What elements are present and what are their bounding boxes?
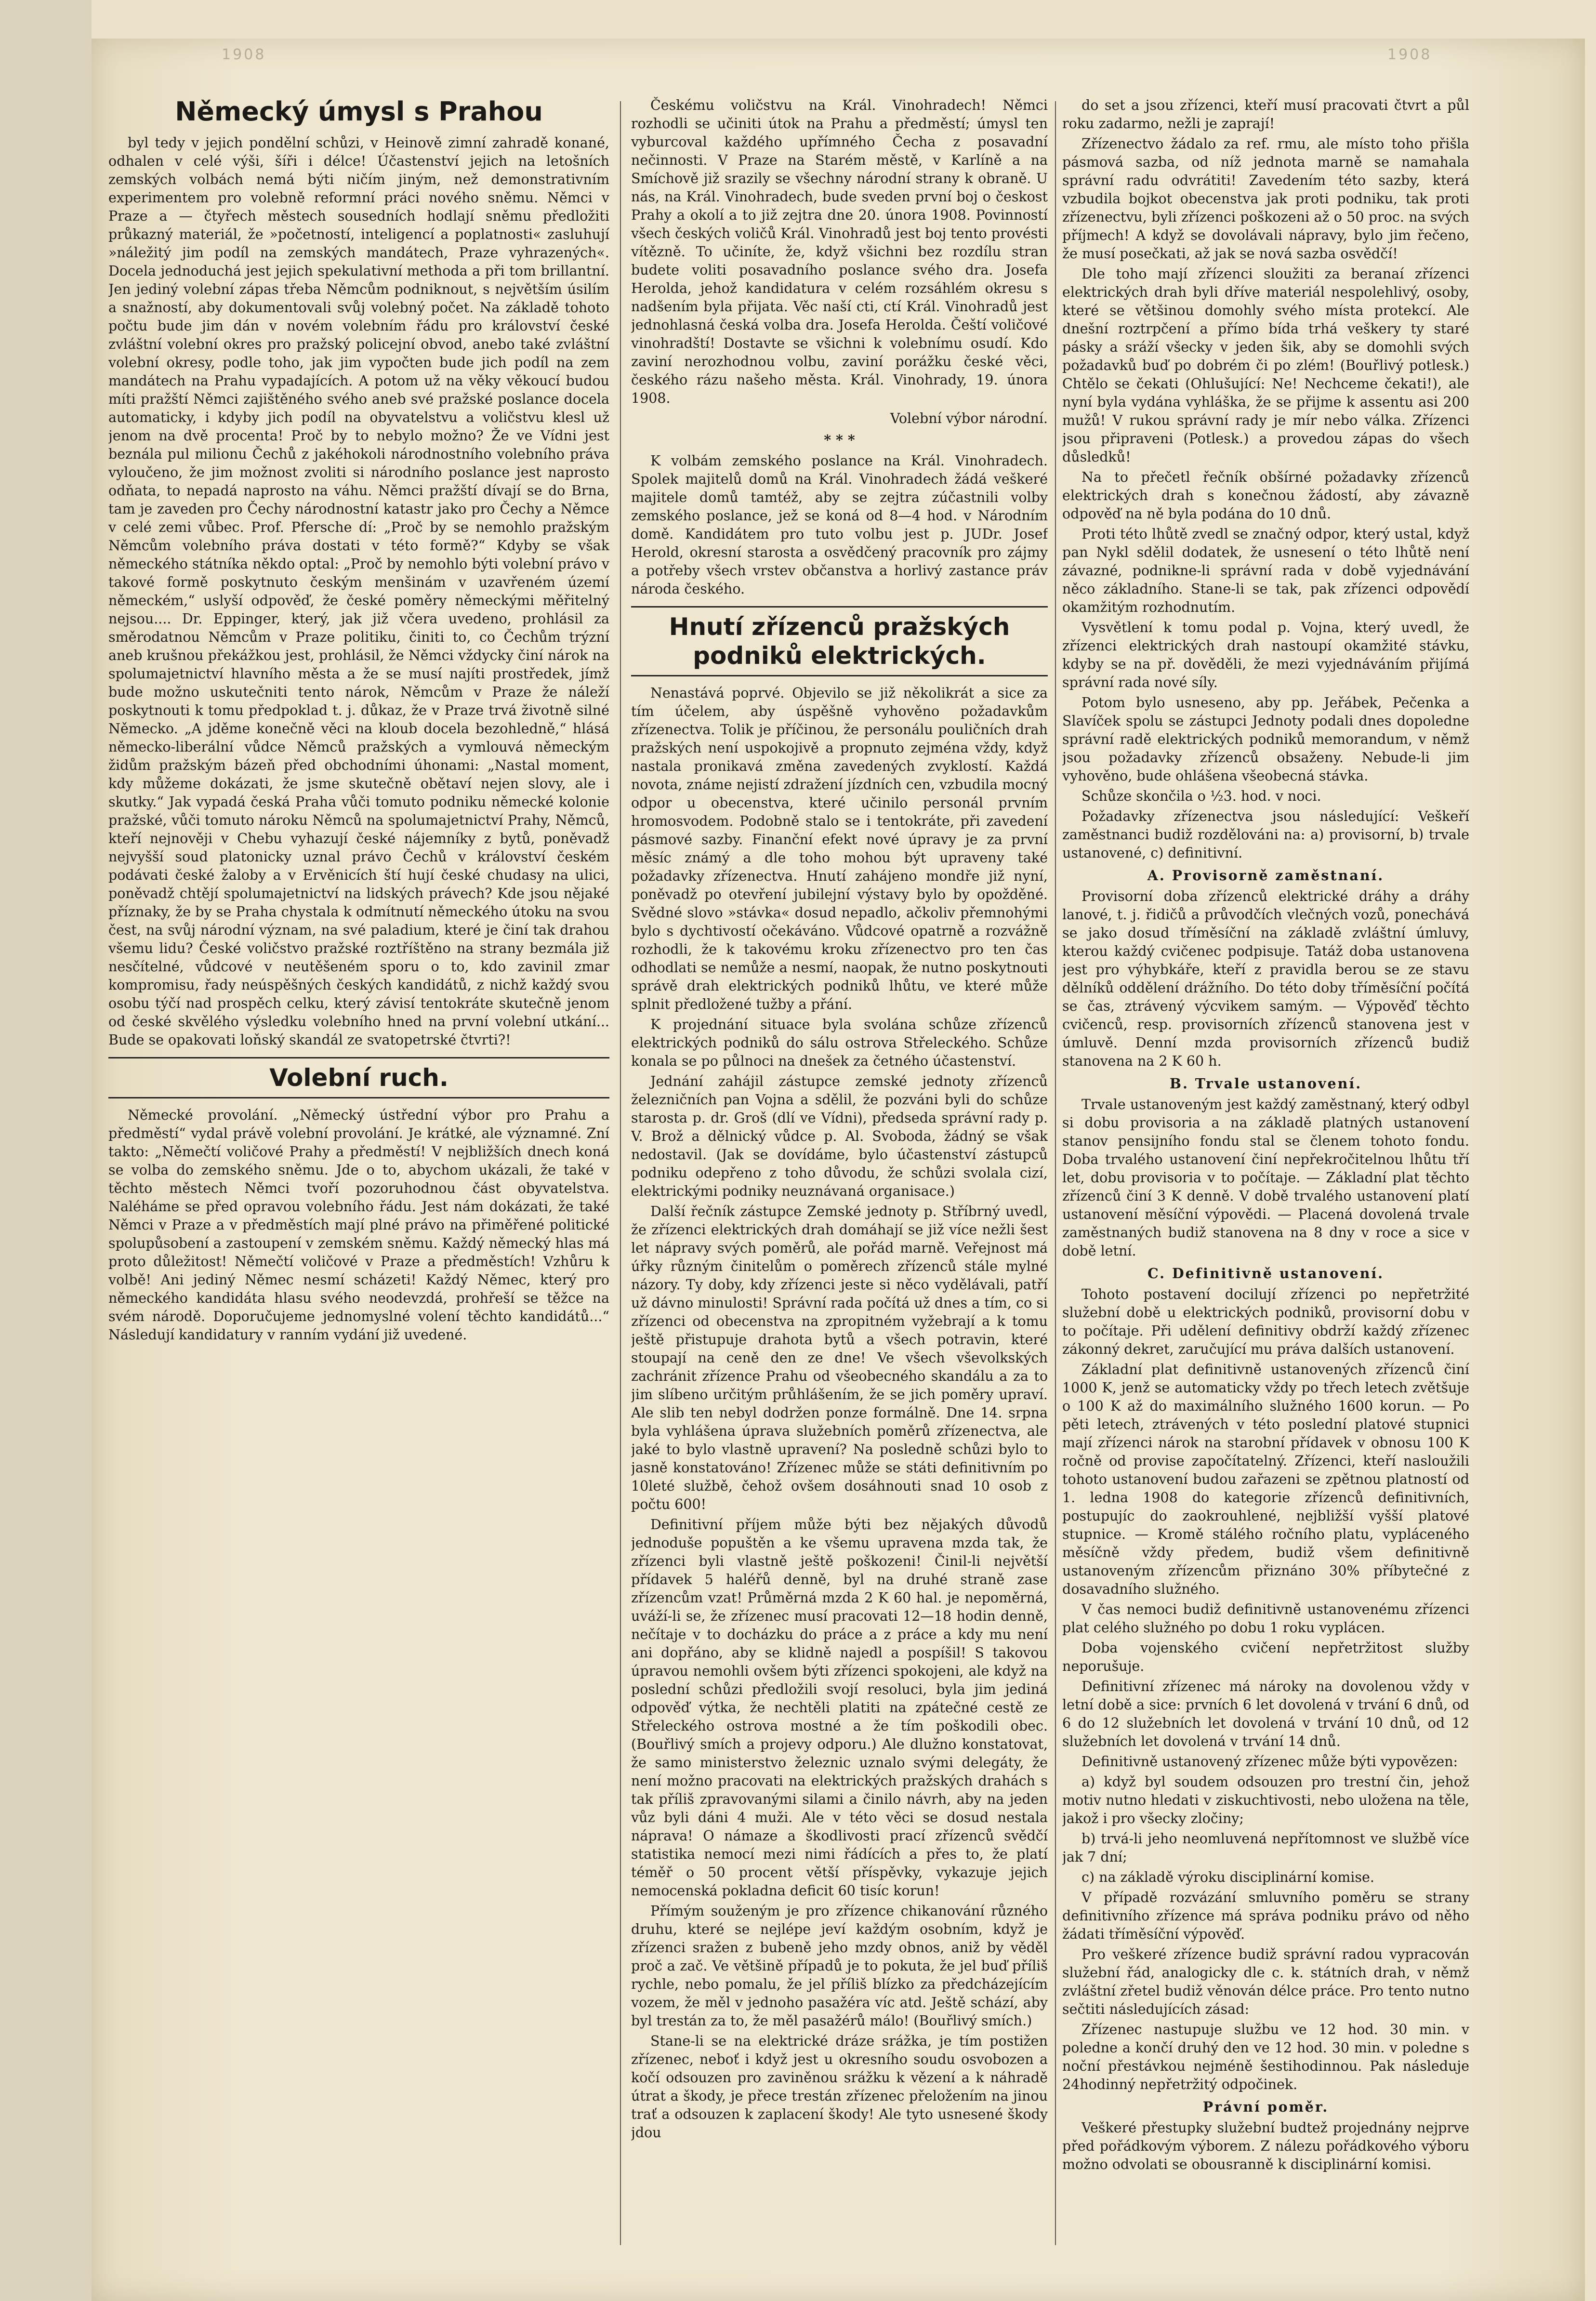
column-3 (1062, 96, 1469, 2250)
article-paragraph: Zřízenectvo žádalo za ref. rmu, ale místo toho přišla pásmová sazba, od níž jednota marně se namahala správní radu odvrátiti! Zavedením této sazby, která vzbudila bojkot obecenstva jak proti podniku, tak proti zřízenectvu, byli zřízenci poškozeni až o 50 proc. na svých příjmech! A když se dovolávali nápravy, bylo jim řečeno, že musí posečkati, až jak se nová sazba osvědčí! (1062, 136, 1469, 262)
article-paragraph: Německé provolání. „Německý ústřední výbor pro Prahu a předměstí“ vydal právě volební provolání. Je krátké, ale významné. Zní takto: „Němečtí voličové Prahy a předměstí! V nejbližších dnech koná se volba do zemského sněmu. Jde o to, abychom ukázali, že také v těchto městech Němci tvoří pozoruhodnou část obyvatelstva. Naléháme se před opravou volebního řádu. Jest nám dokázati, že také Němci v Praze a v předměstích mají plné právo na přiměřené politické spolupůsobení a zastoupení v zemském sněmu. Každý německý hlas má proto důležitost! Němečtí voličové v Praze a předměstích! Vzhůru k volbě! Ani jediný Němec nesmí scházeti! Každý Němec, který pro německého kandidáta hlasu svého neodevzdá, prohřeší se těžce na svém národě. Doporučujeme jednomyslné volení těchto kandidátů...“ Následují kandidatury v ranním vydání již uvedené. (108, 1107, 609, 1343)
article-paragraph: Zřízenec nastupuje službu ve 12 hod. 30 min. v poledne a končí druhý den ve 12 hod. 30 min. v poledne s noční přestávkou nejméně šestihodinnou. Pak následuje 24hodinný nepřetržitý odpočinek. (1062, 2022, 1469, 2092)
article-paragraph: Nenastává poprvé. Objevilo se již několikrát a sice za tím účelem, aby úspěšně vyhověno požadavkům zřízenectva. Tolik je příčinou, že personálu pouličních drah pražských není uspokojivě a propnuto zejména vždy, když nastala pronikavá změna zavedených zvyklostí. Každá novota, známe nejistí zdražení jízdních cen, vzbudila mocný odpor u obecenstva, které učinilo personál prvním hromosvodem. Podobně stalo se i tentokráte, při zavedení pásmové sazby. Finanční efekt nové úpravy je za první měsíc známý a dle toho mohou být upraveny také požadavky zřízenectva. Hnutí zahájeno mondře již nyní, poněvadž po otevření jubilejní výstavy bylo by opožděné. Svědné slovo »stávka« dosud nepadlo, ačkoliv přemnohými bylo s dychtivostí očekáváno. Vůdcové opatrně a rozvážně rozhodli, že k takovému kroku zřízenectvo pro ten čas odhodlati se nemůže a nesmí, naopak, že nutno poskytnouti správě drah elektrických podniků lhůtu, ve které může splnit předložené tužby a přání. (631, 685, 1048, 1012)
subheading: B. Trvale ustanovení. (1169, 1075, 1362, 1092)
article-paragraph: Provisorní doba zřízenců elektrické dráhy a dráhy lanové, t. j. řidičů a průvodčích vlečných vozů, ponechává se jako dosud tříměsíční na základě zvláštní úmluvy, kterou každý cvičenec podpisuje. Tatáž doba ustanovena jest pro výhybkáře, kteří z pravidla berou se ze stavu dělníků oddělení drážního. Do této doby tříměsíční počítá se čas, ztrávený výcvikem samým. — Výpověď těchto cvičenců, resp. provisorních zřízenců stanovena jest v úmluvě. Denní mzda provisorních zřízenců budiž stanovena na 2 K 60 h. (1062, 888, 1469, 1069)
article-paragraph: Na to přečetl řečník obšírné požadavky zřízenců elektrických drah s konečnou žádostí, aby závazně odpověď na ně byla podána do 10 dnů. (1062, 469, 1469, 522)
article-paragraph: Stane-li se na elektrické dráze srážka, je tím postižen zřízenec, neboť i když jest u okresního soudu osvobozen a kočí odsouzen pro zaviněnou srážku k vězení a k náhradě útrat a škody, je přece trestán zřízenec přeložením na jinou trať a odsouzen k zaplacení škody! Ale tyto usnesené škody jdou (631, 2033, 1048, 2141)
article-paragraph: a) když byl soudem odsouzen pro trestní čin, jehož motiv nutno hledati v ziskuchtivosti, nebo uložena na těle, jakož i pro všecky zločiny; (1062, 1774, 1469, 1826)
article-paragraph: Požadavky zřízenectva jsou následující: Veškeří zaměstnanci budiž rozdělováni na: a) provisorní, b) trvale ustanovené, c) definitivní. (1062, 808, 1469, 861)
article-paragraph: byl tedy v jejich pondělní schůzi, v Heinově zimní zahradě konané, odhalen v celé výši, šíři i délce! Účastenství jejich na letošních zemských volbách nemá býti ničím jiným, než demonstrativním experimentem pro volebně reformní práci nového sněmu. Němci v Praze a — čtyřech městech sousedních hodlají sněmu předložiti průkazný materiál, že »početností, inteligencí a poplatnosti« zasluhují »náležitý jim podíl na zemských mandátech, Praze vyhrazených«. Docela jednoduchá jest jejich spekulativní methoda a při tom brillantní. Jen jediný volební zápas třeba Němcům podniknout, s největším úsilím a snažností, aby dokumentovali svůj volebný počet. Na základě tohoto počtu bude jim dán v novém volebním řádu pro království české zvláštní volební okres pro pražský policejní obvod, anebo také zvláštní volební okresy, podle toho, jak jim vypočten bude jich podíl na zem mandátech na Prahu vypadajících. A potom už na věky věkoucí budou míti pražští Němci zajištěného svého aneb své pražské poslance docela automaticky, i kdyby jich podíl na obyvatelstvu a voličstvu klesl už jenom na dvě procenta! Proč by to nebylo možno? Že ve Vídni jest beznála pul milionu Čechů z jakéhokoli národnostního volebního práva vyloučeno, že jim možnost zvoliti si národního poslance jest naprosto odňata, to nepadá naprosto na váhu. Němci pražští dívají se do Brna, tam je zaveden pro Čechy národnostní katastr jako pro Čechy a Němce v celé zemi vůbec. Prof. Pfersche dí: „Proč by se nemohlo pražským Němcům volebního práva dostati v této formě?“ Kdyby se však německého státníka někdo optal: „Proč by nemohlo býti volební právo v takové formě poskytnuto českým menšinám v uzavřeném území německém,“ uslyší odpověď, že české poměry německými měřitelný nejsou.... Dr. Eppinger, který, jak již včera uvedeno, prohlásil za směrodatnou Němcům v Praze politiku, činiti to, co Čechům trýzní aneb krušnou překážkou jest, prohlásil, že Němci vždycky činí nárok na spolumajetnictví hlavního města a že se musí najíti prostředek, jímž bude možno uskutečniti tento nárok, Němcům v Praze že náleží poskytnouti k tomu předpoklad t. j. důkaz, že v Praze trvá životně silné Německo. „A jděme konečně věci na kloub docela bezohledně,“ hlásá německo-liberální vůdce Němců pražských a vymlouvá německým židům pražským bázeň před obchodními úhonami: „Nastal moment, kdy můžeme dokázati, že jsme skutečně obětaví nejen slovy, ale i skutky.“ Jak vypadá česká Praha vůči tomuto podniku německé kolonie pražské, vůči tomuto nároku Němců na spolumajetnictví Prahy, Němců, kteří nejnověji v Chebu vyhazují české nájemníky z bytů, poněvadž nejvyšší soud platonicky uznal právo Čechů v království českém podávati české žaloby a v Ervěnicích ští hují české chudasy na ulici, poněvadž chtějí spolumajetnictví na lidských právech? Kde jsou nějaké příznaky, že by se Praha chystala k odmítnutí německého útoku na svou čest, na svůj národní význam, na své paladium, které je činí tak drahou všemu lidu? České voličstvo pražské roztříštěno na strany bezmála již nesčítelné, vůdcové v neutěšeném sporu o to, kdo zavinil zmar kompromisu, řady neúspěšných českých kandidátů, z nichž každý svou osobu týčí nad prospěch celku, který závisí tentokráte skutečně jenom od české skvělého výsledku volebního hned na první volební utkání... Bude se opakovati loňský skandál ze svatopetrské čtvrti?! (108, 135, 609, 1048)
article-title: Hnutí zřízenců pražských podniků elektrických. (631, 606, 1048, 676)
article-paragraph: Přímým souženým je pro zřízence chikanování různého druhu, které se nejlépe jeví každým osobním, když je zřízenci sražen z bubeně jeho mzdy obnos, aniž by věděl proč a zač. Ve většině případů je to pokuta, že jel buď příliš rychle, nebo pomalu, že jel příliš blízko za předcházejícím vozem, že měl v jednoho pasažéra víc atd. Ještě schází, aby byl trestán za to, že měl pasažérů málo! (Bouřlivý smích.) (631, 1903, 1048, 2029)
article-paragraph: Českému voličstvu na Král. Vinohradech! Němci rozhodli se učiniti útok na Prahu a předměstí; úmysl ten vyburcoval každého upřímného Čecha z posavadní nečinnosti. V Praze na Starém městě, v Karlíně a na Smíchově již srazily se všechny národní strany k obraně. U nás, na Král. Vinohradech, bude sveden první boj o českost Prahy a okolí a to již zejtra dne 20. února 1908. Povinností všech českých voličů Král. Vinohradů jest boj tento provésti vítězně. To učiníte, že, když všichni bez rozdílu stran budete voliti posavadního poslance svého dra. Josefa Herolda, jehož kandidatura v celém rozsáhlém okresu s nadšením byla přijata. Věc naší cti, ctí Král. Vinohradů jest jednohlasná česká volba dra. Josefa Herolda. Čeští voličové vinohradští! Dostavte se všichni k volebnímu osudí. Kdo zaviní nerozhodnou volbu, zaviní porážku české věci, českého rázu našeho města. Král. Vinohrady, 19. února 1908. (631, 97, 1048, 406)
article-paragraph: Doba vojenského cvičení nepřetržitost služby neporušuje. (1062, 1640, 1469, 1674)
subheading: C. Definitivně ustanovení. (1147, 1265, 1385, 1282)
separator: * * * (824, 432, 855, 448)
article-paragraph: Schůze skončila o ½3. hod. v noci. (1082, 788, 1321, 804)
article-paragraph: Jednání zahájil zástupce zemské jednoty zřízenců železničních pan Vojna a sdělil, že pozváni byli do schůze starosta p. dr. Groš (dlí ve Vídni), předseda správní rady p. V. Brož a dělnický vůdce p. Al. Svoboda, žádný se však nedostavil. (Jak se dovídáme, bylo účastenství zástupců podniku odepřeno z toho důvodu, že schůzi svolala cizí, elektrickými podniky neuznávaná organisace.) (631, 1073, 1048, 1199)
article-paragraph: Potom bylo usneseno, aby pp. Jeřábek, Pečenka a Slavíček spolu se zástupci Jednoty podali dnes dopoledne správní radě elektrických podniků memorandum, v němž jsou požadavky zřízenců obsaženy. Nebude-li jim vyhověno, bude ohlášena všeobecná stávka. (1062, 695, 1469, 784)
article-paragraph: Tohoto postavení docilují zřízenci po nepřetržité služební době u elektrických podniků, provisorní dobu v to počítaje. Při udělení definitivy obdrží každý zřízenec zákonný dekret, zaručující mu práva dalších ustanovení. (1062, 1286, 1469, 1357)
article-paragraph: Proti této lhůtě zvedl se značný odpor, který ustal, když pan Nykl sdělil dodatek, že usnesení o této lhůtě není závazné, podnikne-li správní rada v době vyjednávání něco základního. Stane-li se tak, pak zřízenci odpovědí okamžitým rozhodnutím. (1062, 526, 1469, 615)
section-title: Volební ruch. (108, 1057, 609, 1098)
article-paragraph: Základní plat definitivně ustanovených zřízenců činí 1000 K, jenž se automaticky vždy po třech letech zvětšuje o 100 K až do maximálního služného 1600 korun. — Po pěti letech, ztrávených v této poslední platové stupnici mají zřízenci nárok na starobní přídavek v obnosu 100 K ročně od provise započítatelný. Zřízenci, kteří nasloužili tohoto ustanovení budou zařazeni se zpětnou platností od 1. ledna 1908 do kategorie zřízenců definitivních, postupujíc do zaokrouhlené, nejbližší vyšší platové stupnice. — Kromě stálého ročního platu, vypláceného měsíčně vždy předem, budiž všem definitivně ustanoveným zřízencům přiznáno 30% příbytečné z dosavadního služného. (1062, 1362, 1469, 1597)
subheading: A. Provisorně zaměstnaní. (1147, 867, 1385, 884)
article-paragraph: K projednání situace byla svolána schůze zřízenců elektrických podniků do sálu ostrova Střeleckého. Schůze konala se po půlnoci na dnešek za četného účastenství. (631, 1017, 1048, 1069)
article-title: Německý úmysl s Prahou (175, 96, 543, 127)
article-paragraph: Vysvětlení k tomu podal p. Vojna, který uvedl, že zřízenci elektrických drah nastoupí okamžité stávku, kdyby se na př. dověděli, že mezi vyjednáváním přijímá správní rada nové síly. (1062, 620, 1469, 690)
running-header-left: 1908 (222, 46, 266, 63)
running-header-right: 1908 (1387, 46, 1432, 63)
article-paragraph: do set a jsou zřízenci, kteří musí pracovati čtvrt a půl roku zadarmo, nežli je zaprají! (1062, 97, 1469, 132)
article-paragraph: Pro veškeré zřízence budiž správní radou vypracován služební řád, analogicky dle c. k. státních drah, v němž zvláštní zřetel budiž věnován délce práce. Pro tento nutno sečtiti následujících zásad: (1062, 1946, 1469, 2017)
article-paragraph: Definitivní zřízenec má nároky na dovolenou vždy v letní době a sice: prvních 6 let dovolená v trvání 6 dnů, od 6 do 12 služebních let dovolená v trvání 10 dnů, od 12 služebních let dovolená v trvání 14 dnů. (1062, 1679, 1469, 1749)
column-rule-1 (620, 101, 621, 2245)
article-paragraph: c) na základě výroku disciplinární komise. (1082, 1869, 1374, 1885)
article-paragraph: Další řečník zástupce Zemské jednoty p. Stříbrný uvedl, že zřízenci elektrických drah domáhají se již více nežli šest let nápravy svých poměrů, ale pořád marně. Veřejnost má úřky různým činitelům o poměrech zřízenců stále mylné názory. Ty doby, kdy zřízenci jeste si něco vydělávali, patří už dávno minulosti! Správní rada počítá už dnes a tím, co si zřízenci od obecenstva na zpropitném vyžebrají a k tomu ještě přistupuje drahota bytů a všech potravin, které stoupají na ceně den ze dne! Ve všech vševolkských zachránit zřízence Prahu od všeobecného skandálu a za to jim slíbeno určitým průhlášením, že se jich poměry upraví. Ale slib ten nebyl dodržen ponze formálně. Dne 14. srpna byla vyhlášena úprava služebních poměrů zřízenectva, ale jaké to bylo vlastně upravení? Na posledně schůzi bylo to jasně konstatováno! Zřízenec může se státi definitivním po 10leté službě, čehož ovšem dosáhnouti snad 10 osob z počtu 600! (631, 1203, 1048, 1512)
column-rule-2 (1055, 101, 1056, 2245)
article-paragraph: K volbám zemského poslance na Král. Vinohradech. Spolek majitelů domů na Král. Vinohradech žádá veškeré majitele domů tamtéž, aby se zejtra zúčastnili volby zemského poslance, jež se koná od 8—4 hod. v Národním domě. Kandidátem pro tuto volbu jest p. JUDr. Josef Herold, okresní starosta a osvědčený pracovník pro zájmy a potřeby všech vrstev občanstva a horlivý zastance práv národa českého. (631, 453, 1048, 597)
article-paragraph: Trvale ustanoveným jest každý zaměstnaný, který odbyl si dobu provisoria a na základě platných ustanovení stanov pensijního fondu stal se členem tohoto fondu. Doba trvalého ustanovení činí nepřekročitelnou lhůtu tří let, dobu provisoria v to počítaje. — Základní plat těchto zřízenců činí 3 K denně. V době trvalého ustanovení platí ustanovení měsíční výpovědi. — Placená dovolená trvale zaměstnaných budiž stanovena na 8 dny v roce a sice v době letní. (1062, 1097, 1469, 1259)
article-paragraph: b) trvá-li jeho neomluvená nepřítomnost ve službě více jak 7 dní; (1062, 1831, 1469, 1865)
article-paragraph: Veškeré přestupky služební budtež projednány nejprve před pořádkovým výborem. Z nálezu pořádkového výboru možno odvolati se obousranně k disciplinární komisi. (1062, 2120, 1469, 2172)
column-1 (108, 96, 609, 2250)
column-2 (631, 96, 1048, 2250)
article-paragraph: Definitivní příjem může býti bez nějakých důvodů jednoduše popuštěn a ke všemu upravena mzda tak, že zřízenci byli vlastně ještě poškozeni! Činil-li největší přídavek 5 haléřů denně, byl na druhé straně zase zřízencům vzat! Průměrná mzda 2 K 60 hal. je nepoměrná, uváží-li se, že zřízenec musí pracovati 12—18 hodin denně, nečítaje v to docházku do práce a z práce a kdy mu není ani dopřáno, aby se klidně najedl a pospíšil! S takovou úpravou nemohli ovšem býti zřízenci spokojeni, ale když na poslední schůzi předložili svojí resoluci, byla jim jediná odpověď výtka, že nechtěli platiti na zpátečné cestě ze Střeleckého ostrova mostné a že tím poškodili obec. (Bouřlivý smích a projevy odporu.) Ale dlužno konstatovat, že samo ministerstvo železnic uznalo svými delegáty, že není možno pracovati na elektrických pražských drahách s tak příliš zpravovanými silami a činilo návrh, aby na jeden vůz byli dáni 4 muži. Ale v této věci se dosud nestala náprava! O námaze a škodlivosti prací zřízenců svědčí statistika nemocí mezi nimi řádících a přes to, že platí téměř o 50 procent větší příspěvky, vykazuje jejich nemocenská pokladna deficit 60 tisíc korun! (631, 1517, 1048, 1899)
article-paragraph: V čas nemoci budiž definitivně ustanovenému zřízenci plat celého služného po dobu 1 roku vyplácen. (1062, 1601, 1469, 1636)
article-paragraph: Dle toho mají zřízenci sloužiti za beranaí zřízenci elektrických drah byli dříve materiál nespolehlivý, osoby, které se většinou domohly svého místa protekcí. Ale dnešní roztrpčení a přímo bída trhá veškery ty staré pásky a sráží všecky v jeden šik, aby se domohli svých požadavků buď po dobrém či po zlém! (Bouřlivý potlesk.) Chtělo se čekati (Ohlušující: Ne! Nechceme čekati!), ale nyní byla vydána vyhláška, že se přijme k assentu asi 200 mužů! V rukou správní rady je mír nebo válka. Zřízenci jsou připraveni (Potlesk.) a provedou zápas do všech důsledků! (1062, 266, 1469, 465)
signature: Volební výbor národní. (890, 410, 1048, 426)
article-paragraph: V případě rozvázání smluvního poměru se strany definitivního zřízence má správa podniku právo od něho žádati tříměsíční výpověď. (1062, 1890, 1469, 1942)
article-paragraph: Definitivně ustanovený zřízenec může býti vypovězen: (1082, 1754, 1458, 1770)
scan-margin (0, 0, 92, 2301)
subheading: Právní poměr. (1202, 2099, 1329, 2115)
